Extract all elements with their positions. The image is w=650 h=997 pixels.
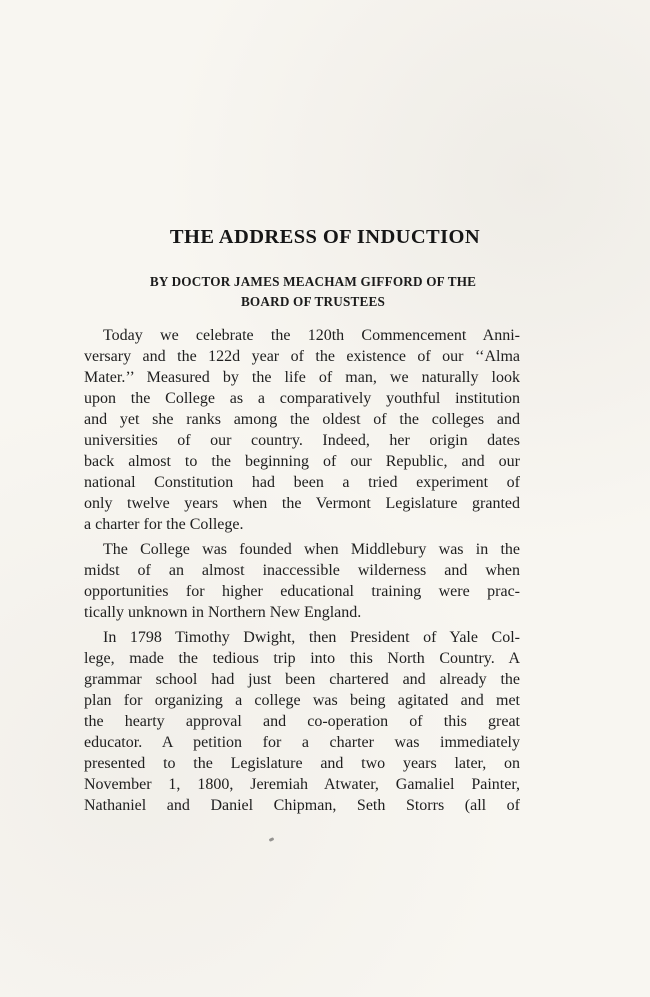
text-line: tically unknown in Northern New England. <box>84 604 362 621</box>
text-line: a charter for the College. <box>84 516 244 533</box>
text-line: The College was founded when Middlebury was in the <box>103 541 520 558</box>
text-line: only twelve years when the Vermont Legislature granted <box>84 495 520 512</box>
text-line: grammar school had just been chartered and already the <box>84 671 520 688</box>
text-line: and yet she ranks among the oldest of the colleges and <box>84 411 520 428</box>
text-line: In 1798 Timothy Dwight, then President of Yale Col- <box>103 629 520 646</box>
paragraph <box>84 627 520 816</box>
text-line: Today we celebrate the 120th Commencement Anni- <box>103 327 520 344</box>
text-line: educator. A petition for a charter was immediately <box>84 734 520 751</box>
ink-mark <box>269 837 275 842</box>
document-byline <box>108 272 518 312</box>
text-line: presented to the Legislature and two years later, on <box>84 755 520 772</box>
text-line: back almost to the beginning of our Republic, and our <box>84 453 520 470</box>
text-line: Nathaniel and Daniel Chipman, Seth Storrs (all of <box>84 797 520 814</box>
text-line: upon the College as a comparatively youthful institution <box>84 390 520 407</box>
text-line: November 1, 1800, Jeremiah Atwater, Gamaliel Painter, <box>84 776 520 793</box>
document-title: THE ADDRESS OF INDUCTION <box>169 226 481 248</box>
text-line: national Constitution had been a tried experiment of <box>84 474 520 491</box>
byline-line: BOARD OF TRUSTEES <box>240 294 386 309</box>
text-line: opportunities for higher educational training were prac- <box>84 583 520 600</box>
text-line: the hearty approval and co-operation of this great <box>84 713 520 730</box>
document-body <box>84 325 520 816</box>
text-line: Mater.’’ Measured by the life of man, we naturally look <box>84 369 520 386</box>
text-line: midst of an almost inaccessible wilderness and when <box>84 562 520 579</box>
paragraph <box>84 325 520 535</box>
byline-line: BY DOCTOR JAMES MEACHAM GIFFORD OF THE <box>149 274 477 289</box>
paragraph <box>84 539 520 623</box>
text-line: lege, made the tedious trip into this North Country. A <box>84 650 520 667</box>
text-line: plan for organizing a college was being agitated and met <box>84 692 520 709</box>
text-line: universities of our country. Indeed, her origin dates <box>84 432 520 449</box>
text-line: versary and the 122d year of the existence of our ‘‘Alma <box>84 348 520 365</box>
